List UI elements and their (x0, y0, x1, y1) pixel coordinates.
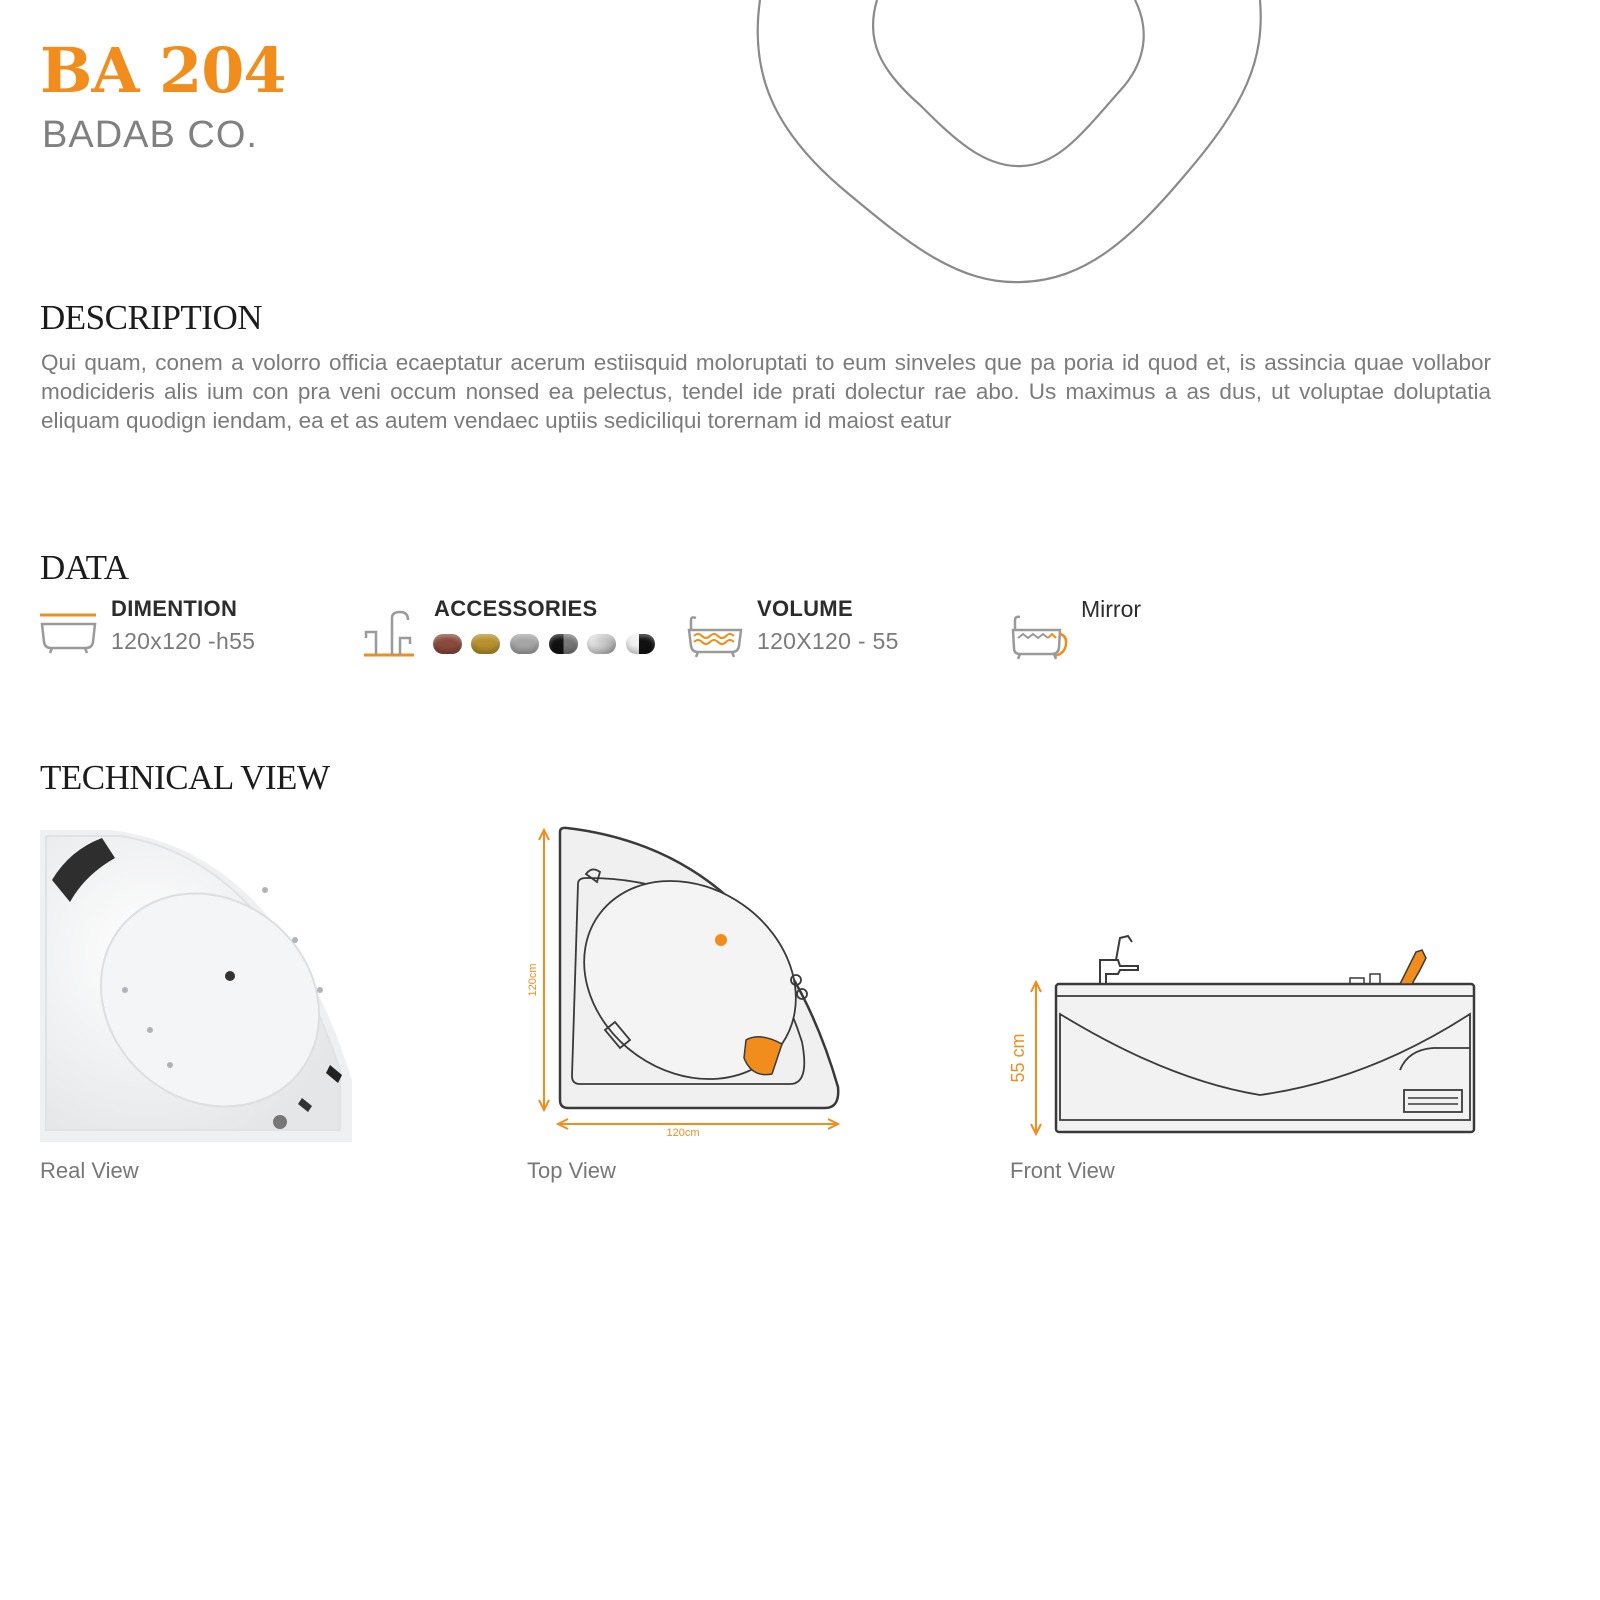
front-view-height-label: 55 cm (1008, 1033, 1028, 1083)
dimention-label: DIMENTION (111, 596, 238, 621)
swatch-copper (433, 634, 462, 654)
accessory-swatches (433, 634, 663, 658)
real-view-image (40, 830, 356, 1142)
bathtub-outline-drawing (740, 0, 1280, 300)
swatch-gold (471, 634, 500, 654)
description-text: Qui quam, conem a volorro officia ecaeptatur acerum estiisquid moloruptati to eum sinveles que pa poria id quod et, is assincia quae vollabor modicideris alis ium con pra veni occum nonsed ea pelectus, tendel ide prati dolectur rae abo. Us maximus a as dus, ut voluptae doluptatia eliquam quodign iendam, ea et as autem vendaec uptiis sediciliqui torernam id maiost eatur (41, 350, 1491, 433)
faucet-icon (362, 610, 416, 658)
bathtub-water-icon (686, 616, 744, 658)
swatch-silver (510, 634, 539, 654)
bathtub-dimension-icon (40, 612, 98, 656)
description-heading: DESCRIPTION (40, 298, 263, 337)
technical-view-heading: TECHNICAL VIEW (40, 758, 330, 797)
top-view-width-label: 120cm (666, 1127, 700, 1139)
real-view-caption: Real View (40, 1158, 139, 1183)
swatch-light-chrome (587, 634, 616, 654)
mirror-label: Mirror (1081, 596, 1142, 622)
product-code: BA 204 (40, 34, 286, 107)
swatch-black-white (626, 634, 655, 654)
volume-value: 120X120 - 55 (757, 628, 899, 654)
data-heading: DATA (40, 548, 129, 587)
front-view-caption: Front View (1010, 1158, 1115, 1183)
accessories-label: ACCESSORIES (434, 596, 598, 621)
volume-label: VOLUME (757, 596, 853, 621)
top-view-caption: Top View (527, 1158, 616, 1183)
bathtub-mirror-icon (1010, 614, 1070, 660)
front-view-drawing (1008, 930, 1483, 1142)
top-view-height-label: 120cm (527, 963, 539, 997)
top-view-drawing (520, 822, 850, 1142)
brand-name: BADAB CO. (42, 114, 258, 156)
dimention-value: 120x120 -h55 (111, 628, 256, 654)
swatch-black-chrome (549, 634, 578, 654)
